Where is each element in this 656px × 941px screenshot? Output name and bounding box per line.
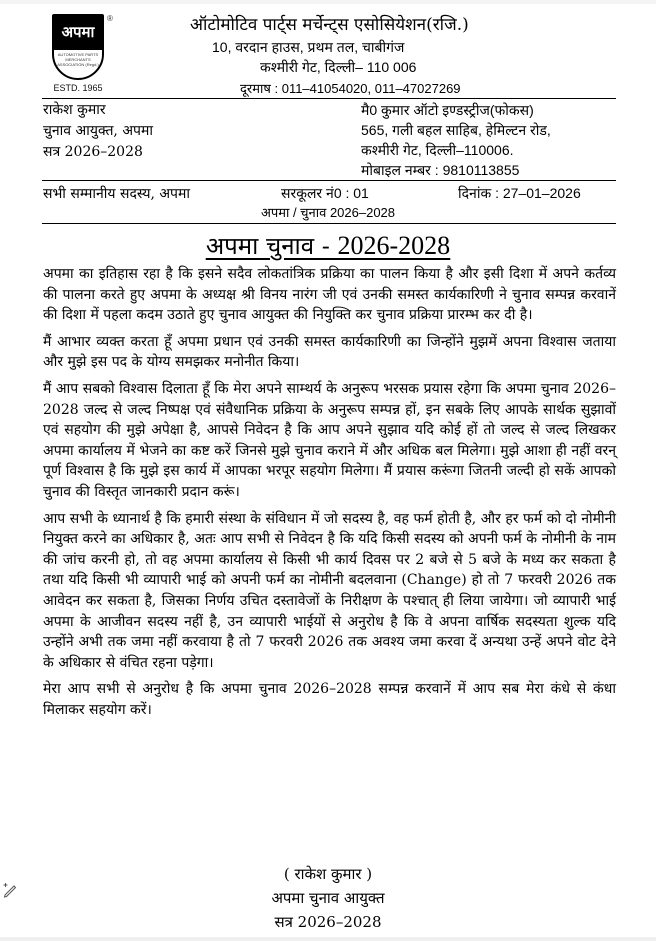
paragraph-nominee-info: आप सभी के ध्यानार्थ है कि हमारी संस्था के संविधान में जो सदस्य है, वह फर्म होती है, और हर फर्म को दो नोमीनी नियुक्त करने का अधिकार है, अतः आप सभी से निवेदन है कि यदि किसी सदस्य को अपनी फर्म के नोमीनी के नाम की जांच करनी हो, तो वह अपमा कार्यालय से किसी भी कार्य दिवस पर 2 बजे से 5 बजे के मध्य कर सकता है तथा यदि किसी भी व्यापारी भाई को अपनी फर्म का नोमीनी बदलवाना (Change) हो तो 7 फरवरी 2026 तक आवेदन कर सकता है, जिसका निर्णय उचित दस्तावेजों के निरीक्षण के पश्चात् ही लिया जायेगा। जो व्यापारी भाई अपमा के आजीवन सदस्य नहीं है, उन व्यापारी भाईयों से अनुरोध है कि वे अपना वार्षिक सदस्यता शुल्क यदि उन्होंने अभी तक जमा नहीं करवाया है तो 7 फरवरी 2026 तक अवश्य जमा करवा दें अन्यथा उन्हें अपने वोट देने के अधिकार से वंचित रहना पड़ेगा।: [43, 510, 616, 671]
circular-date: दिनांक : 27–01–2026: [458, 185, 581, 201]
document-title: [0, 229, 656, 262]
title-years: 2026-2028: [337, 231, 451, 260]
circular-recipient: सभी सम्मानीय सदस्य, अपमा: [43, 186, 191, 202]
circular-reference: अपमा / चुनाव 2026–2028: [260, 205, 396, 220]
logo-subtext: AUTOMOTIVE PARTS MERCHANTS ASSOCIATION (Regd.): [57, 52, 99, 67]
bottom-strip: [0, 937, 656, 941]
issuer-block: [43, 100, 153, 163]
divider-contacts: [42, 180, 616, 181]
firm-address-line2: कश्मीरी गेट, दिल्ली–110006.: [361, 142, 514, 158]
signature-name: ( राकेश कुमार ): [283, 865, 373, 883]
divider-meta: [42, 223, 616, 224]
signature-designation: अपमा चुनाव आयुक्त: [271, 889, 385, 907]
title-separator: -: [314, 232, 338, 260]
document-body: [43, 264, 616, 726]
paragraph-history: अपमा का इतिहास रहा है कि इसने सदैव लोकतांत्रिक प्रक्रिया का पालन किया है और इसी दिशा में अपने कर्तव्य की पालना करते हुए अपमा के अध्यक्ष श्री विनय नारंग जी एवं उनकी समस्त कार्यकारिणी ने चुनाव सम्पन्न करवानें की दिशा में पहला कदम उठाते हुए चुनाव आयुक्त की नियुक्ति कर चुनाव प्रक्रिया प्रारम्भ कर दी है।: [43, 266, 616, 324]
issuer-designation: चुनाव आयुक्त, अपमा: [43, 123, 153, 139]
apma-logo: [52, 14, 113, 96]
registered-mark: ®: [107, 14, 113, 23]
circular-number: सरकूलर नं0 : 01: [281, 185, 369, 201]
signature-block: [0, 862, 656, 934]
organization-address-line1: 10, वरदान हाउस, प्रथम तल, चाबीगंज: [212, 39, 405, 55]
organization-address-line2: कश्मीरी गेट, दिल्ली– 110 006: [260, 59, 417, 75]
paragraph-assurance: मैं आप सबको विश्वास दिलाता हूँ कि मेरा अपने साम्थर्य के अनुरूप भरसक प्रयास रहेगा कि अपमा चुनाव 2026–2028 जल्द से जल्द निष्पक्ष एवं संवैधानिक प्रक्रिया के अनुरूप सम्पन्न हों, इन सबके लिए आपके सार्थक सुझावों एवं सहयोग की मुझे अपेक्षा है, आपसे निवेदन है कि आप अपने सुझाव यदि कोई हों तो जल्द से जल्द लिखकर अपमा कार्यालय में भेजने का कष्ट करें जिनसे मुझे चुनाव कराने में और अधिक बल मिलेगा। मुझे आशा ही नहीं वरन् पूर्ण विश्वास है कि मुझे इस कार्य में आपका भरपूर सहयोग मिलेगा। मैं प्रयास करूंगा जितनी जल्दी हो सकें आपको चुनाव की विस्तृत जानकारी प्रदान करूं।: [43, 380, 616, 500]
logo-estd: ESTD. 1965: [53, 83, 103, 93]
logo-text: अपमा: [54, 16, 102, 50]
issuer-term: सत्र 2026–2028: [43, 144, 143, 160]
issuer-name: राकेश कुमार: [43, 102, 106, 118]
logo-shield: [52, 14, 104, 80]
divider-letterhead: [42, 98, 616, 99]
pen-sparkle-icon[interactable]: [2, 882, 18, 898]
top-strip: [0, 0, 656, 4]
paragraph-request: मेरा आप सभी से अनुरोध है कि अपमा चुनाव 2026–2028 सम्पन्न करवानें में आप सब मेरा कंधे से कंधा मिलाकर सहयोग करें।: [43, 681, 616, 718]
organization-phone: दूरमाष : 011–41054020, 011–47027269: [240, 81, 461, 96]
signature-term: सत्र 2026–2028: [274, 913, 382, 931]
firm-name: मै0 कुमार ऑटो इण्डस्ट्रीज(फोकस): [361, 102, 534, 118]
firm-block: [361, 100, 551, 180]
organization-name: ऑटोमोटिव पार्ट्स मर्चेन्ट्स एसोसियेशन(रजि.): [190, 15, 469, 35]
firm-address-line1: 565, गली बहल साहिब, हेमिल्टन रोड,: [361, 122, 551, 138]
title-hindi: अपमा चुनाव: [205, 232, 315, 260]
paragraph-gratitude: मैं आभार व्यक्त करता हूँ अपमा प्रधान एवं उनकी समस्त कार्यकारिणी का जिन्होंने मुझमें अपना विश्वास जताया और मुझे इस पद के योग्य समझकर मनोनीत किया।: [43, 333, 616, 371]
firm-mobile: मोबाइल नम्बर : 9810113855: [361, 162, 520, 178]
